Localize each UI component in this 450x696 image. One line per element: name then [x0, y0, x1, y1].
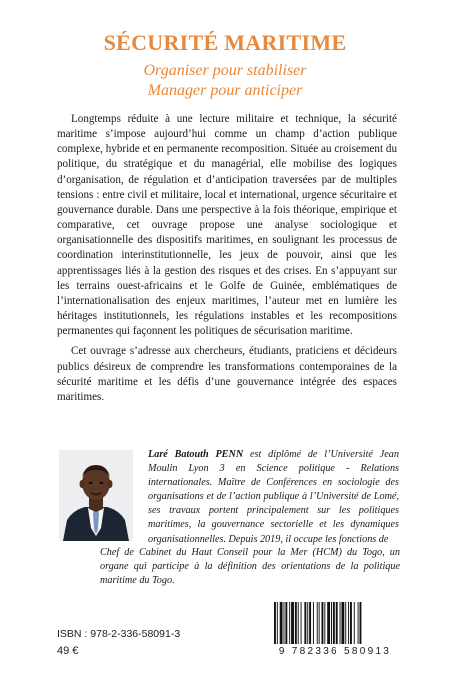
author-photo [59, 450, 133, 541]
summary-paragraph-1: Longtemps réduite à une lecture militaire et technique, la sécurité maritime s’impose aujourd’hui comme un champ d’action publique complexe, hybride et en permanente recomposition. Située au croisement du politique, du stratégique et du managérial, elle mobilise des logiques d’organisation, de régulation et d’anticipation traversées par de multiples tensions : entre civil et militaire, local et international, urgence sécuritaire et gouvernance durable. Dans une perspective à la fois théorique, empirique et comparative, cet ouvrage propose une analyse sociologique et organisationnelle des dispositifs maritimes, en soulignant les processus de coordination interinstitutionnelle, les jeux de pouvoir, ainsi que les apprentissages liés à la gestion des risques et des crises. En s’appuyant sur les terrains ouest-africains et le Golfe de Guinée, emblématiques de l’internationalisation des enjeux maritimes, l’auteur met en lumière les héritages institutionnels, les régulations instables et les recompositions permanentes qui façonnent les politiques de sécurisation maritime. [57, 113, 397, 338]
book-price: 49 € [57, 645, 79, 657]
isbn-number: ISBN : 978-2-336-58091-3 [57, 628, 181, 640]
author-bio-continued: Chef de Cabinet du Haut Conseil pour la Mer (HCM) du Togo, un organe qui participe à la définition des orientations de la politique maritime du Togo. [100, 547, 400, 587]
book-title: SÉCURITÉ MARITIME [103, 30, 347, 55]
barcode-digits: 9 782336 580913 [278, 646, 392, 657]
summary-paragraph-2: Cet ouvrage s’adresse aux chercheurs, étudiants, praticiens et décideurs publics désireux de comprendre les transformations contemporaines de la sécurité maritime et les défis d’une gouvernance intégrée des espaces maritimes. [57, 345, 397, 403]
author-bio-text: est diplômé de l’Université Jean Moulin Lyon 3 en Science politique - Relations internationales. Maître de Conférences en sociologie des organisations et de l’action publique à l’Université de Lomé, ses travaux portent principalement sur les politiques maritimes, la gouvernance sectorielle et les dynamiques organisationnelles. Depuis 2019, il occupe les fonctions de [148, 449, 399, 545]
book-summary [57, 112, 397, 405]
author-bio [148, 448, 399, 547]
author-name: Laré Batouth PENN [148, 449, 244, 460]
author-portrait-image [59, 450, 133, 541]
subtitle-line-2: Manager pour anticiper [147, 82, 303, 99]
barcode-bars-icon [270, 602, 400, 646]
barcode [270, 602, 400, 658]
subtitle-line-1: Organiser pour stabiliser [143, 62, 307, 79]
